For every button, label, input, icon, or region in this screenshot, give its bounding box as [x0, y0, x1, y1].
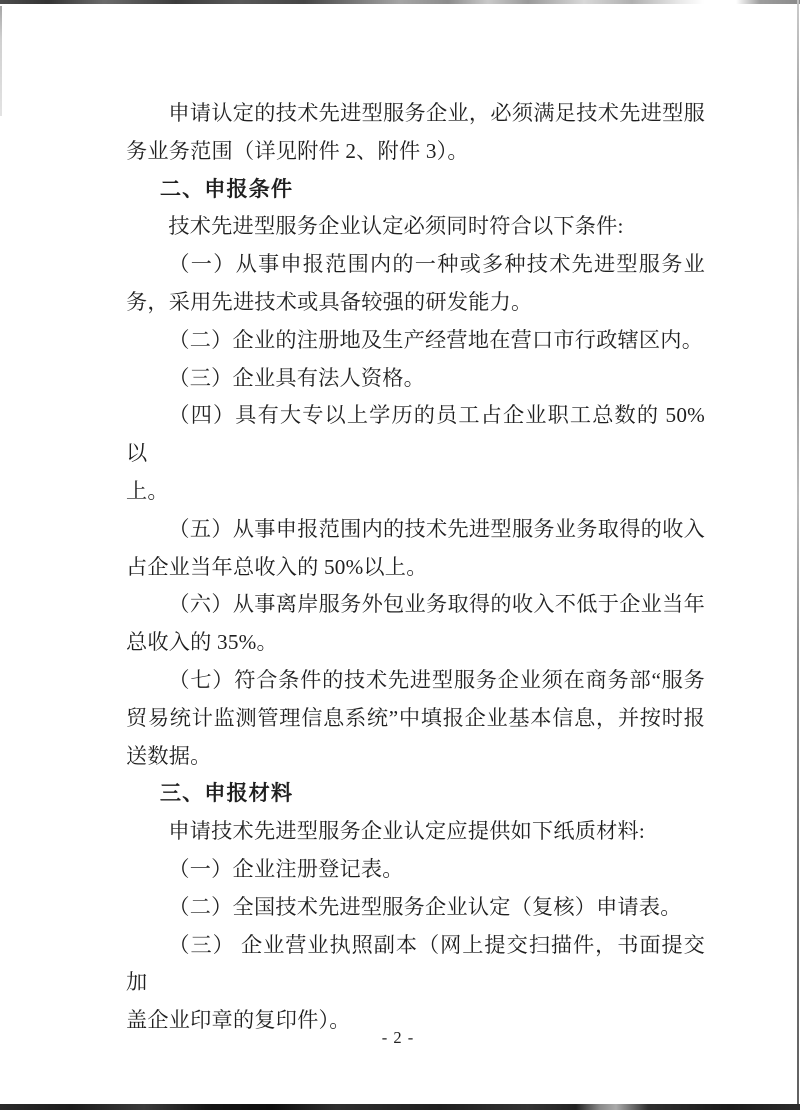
- text-line: 三、申报材料: [159, 782, 294, 806]
- text-line: 申请技术先进型服务企业认定应提供如下纸质材料:: [168, 819, 646, 844]
- text-line: 务，采用先进技术或具备较强的研发能力。: [126, 289, 533, 314]
- paragraph: [126, 95, 705, 171]
- text-line: （三） 企业营业执照副本（网上提交扫描件，书面提交加: [126, 932, 705, 995]
- text-line: 上。: [126, 478, 169, 503]
- document-body: [126, 95, 705, 1040]
- paragraph: [126, 662, 705, 775]
- text-line: 送数据。: [126, 743, 212, 768]
- paragraph: [126, 851, 705, 889]
- paragraph: [126, 208, 705, 246]
- section-heading: [126, 775, 705, 813]
- paragraph: [126, 586, 705, 662]
- paragraph: [126, 889, 705, 927]
- text-line: （一）从事申报范围内的一种或多种技术先进型服务业: [168, 252, 705, 277]
- section-heading: [126, 171, 705, 209]
- text-line: 技术先进型服务企业认定必须同时符合以下条件:: [168, 214, 624, 239]
- text-line: （七）符合条件的技术先进型服务企业须在商务部“服务: [168, 667, 705, 692]
- scan-artifact-top-edge: [0, 0, 800, 4]
- text-line: 申请认定的技术先进型服务企业，必须满足技术先进型服: [168, 101, 705, 125]
- text-line: （五）从事申报范围内的技术先进型服务业务取得的收入: [168, 516, 705, 541]
- text-line: 贸易统计监测管理信息系统”中填报企业基本信息，并按时报: [126, 705, 705, 730]
- paragraph: [126, 360, 705, 398]
- paragraph: [126, 246, 705, 322]
- scan-artifact-right-edge: [797, 0, 799, 1110]
- scan-artifact-bottom-edge: [0, 1104, 800, 1110]
- text-line: 盖企业印章的复印件）。: [126, 1008, 351, 1033]
- paragraph: [126, 813, 705, 851]
- text-line: 占企业当年总收入的 50%以上。: [126, 554, 428, 579]
- text-line: 二、申报条件: [159, 177, 294, 201]
- scan-artifact-left-edge: [0, 6, 2, 116]
- text-line: 务业务范围（详见附件 2、附件 3）。: [126, 138, 469, 163]
- paragraph: [126, 927, 705, 1040]
- paragraph: [126, 322, 705, 360]
- text-line: （一）企业注册登记表。: [168, 856, 404, 881]
- text-line: （二）企业的注册地及生产经营地在营口市行政辖区内。: [168, 327, 704, 352]
- text-line: （四）具有大专以上学历的员工占企业职工总数的 50%以: [126, 403, 705, 466]
- text-line: 总收入的 35%。: [126, 630, 278, 655]
- text-line: （二）全国技术先进型服务企业认定（复核）申请表。: [168, 894, 682, 919]
- text-line: （三）企业具有法人资格。: [168, 365, 426, 390]
- paragraph: [126, 397, 705, 510]
- paragraph: [126, 511, 705, 587]
- text-line: （六）从事离岸服务外包业务取得的收入不低于企业当年: [168, 592, 705, 617]
- page-number: - 2 -: [381, 1028, 415, 1047]
